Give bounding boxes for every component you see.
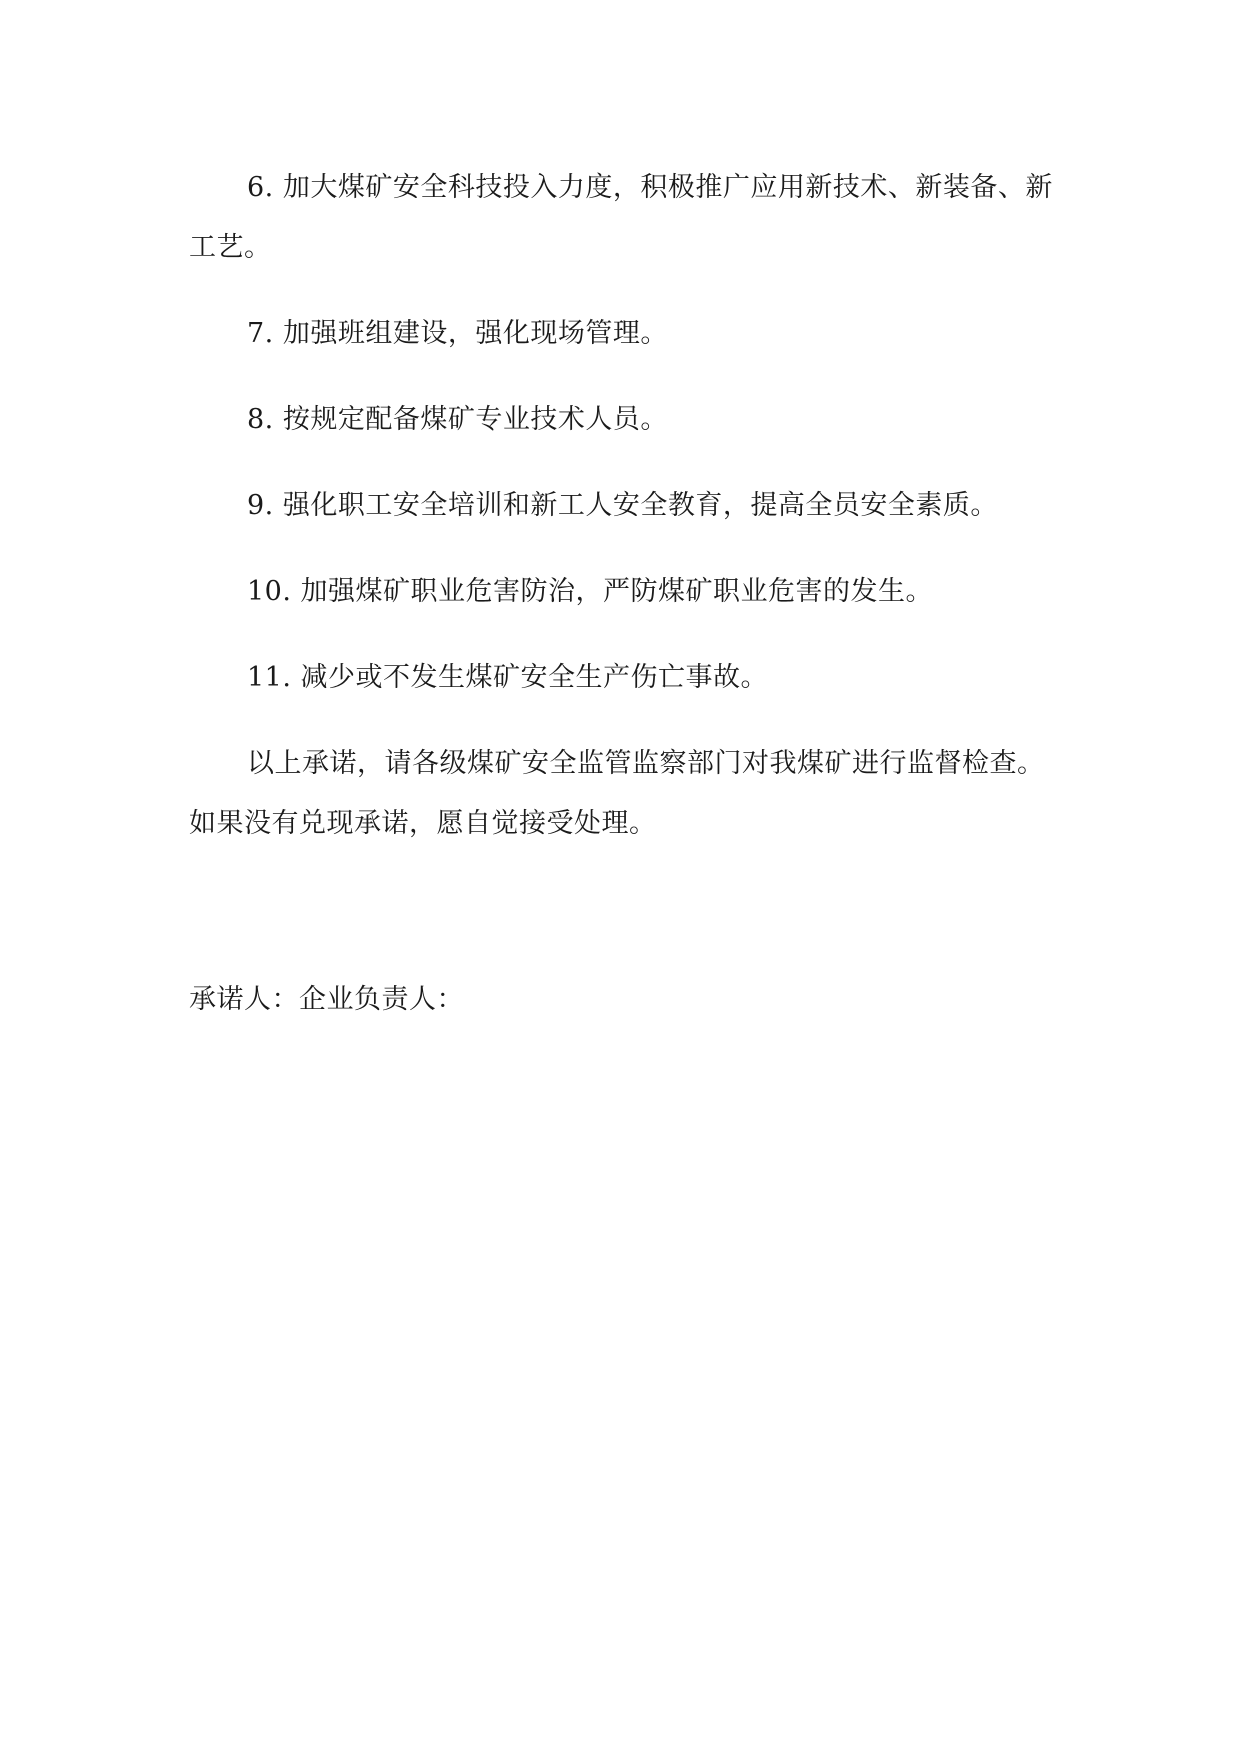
signature-line: 承诺人：企业负责人： — [189, 984, 464, 1015]
commitment-statement: 以上承诺，请各级煤矿安全监管监察部门对我煤矿进行监督检查。如果没有兑现承诺，愿自觉接受处理。 — [189, 748, 1045, 839]
paragraph-item-10: 10. 加强煤矿职业危害防治，严防煤矿职业危害的发生。 — [247, 576, 934, 607]
paragraph-item-9: 9. 强化职工安全培训和新工人安全教育，提高全员安全素质。 — [247, 490, 998, 521]
document-body — [189, 158, 1069, 880]
paragraph-item-7: 7. 加强班组建设，强化现场管理。 — [247, 318, 668, 349]
paragraph-item-11: 11. 减少或不发生煤矿安全生产伤亡事故。 — [247, 662, 769, 693]
paragraph-item-6: 6. 加大煤矿安全科技投入力度，积极推广应用新技术、新装备、新工艺。 — [189, 172, 1053, 263]
paragraph-item-8: 8. 按规定配备煤矿专业技术人员。 — [247, 404, 668, 435]
